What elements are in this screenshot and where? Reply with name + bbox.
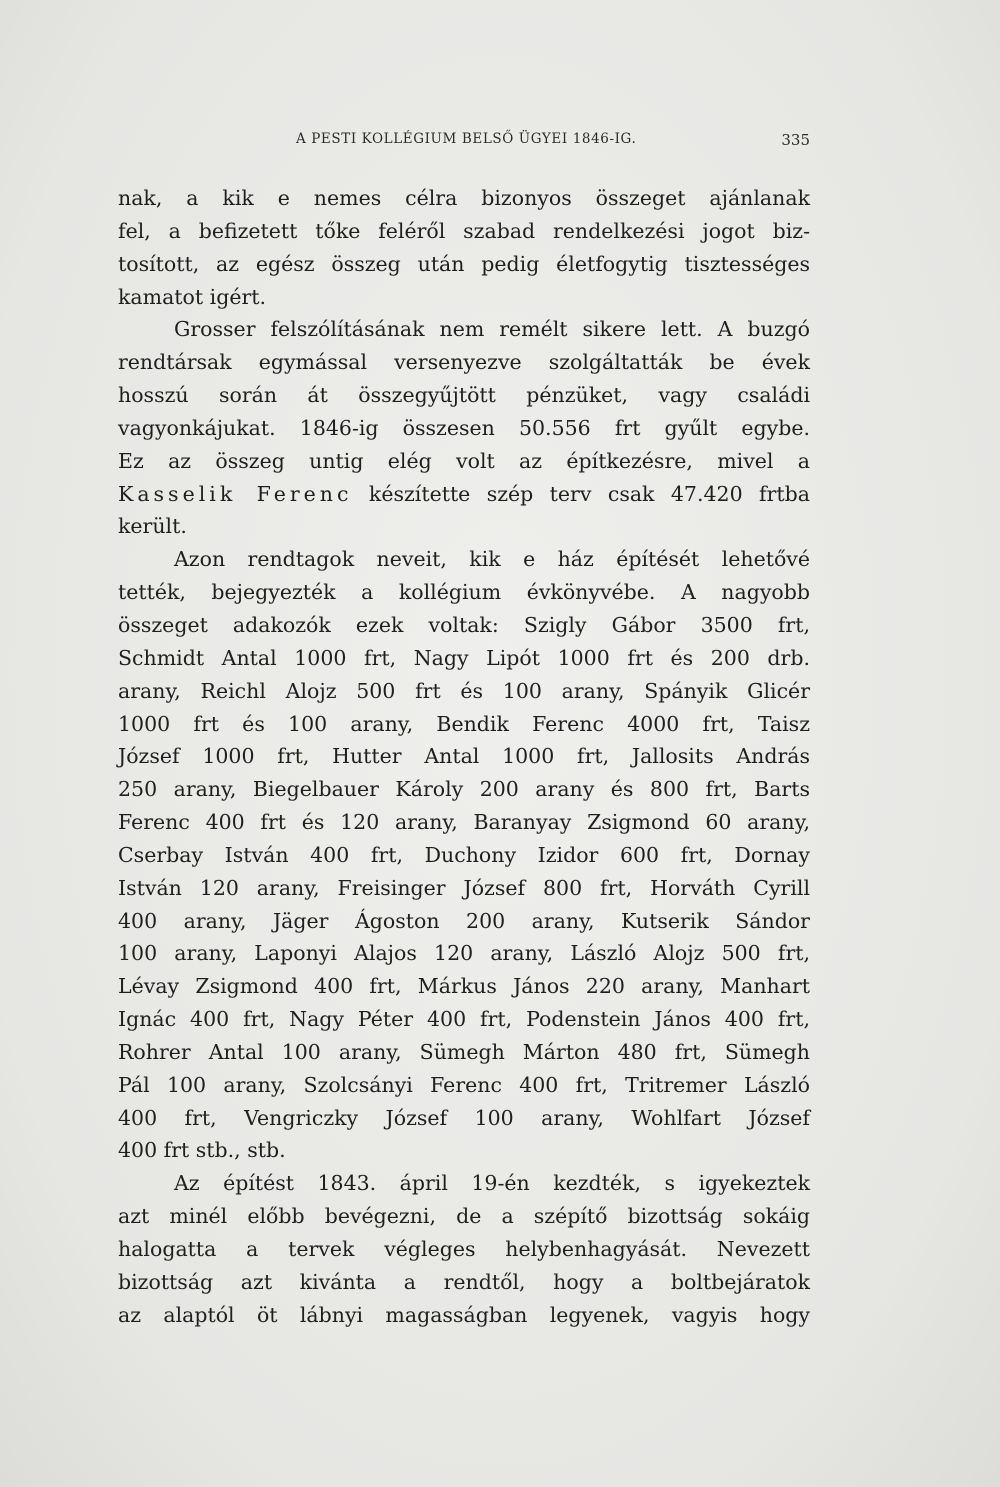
- text-line: fel, a befizetett tőke feléről szabad rendelkezési jogot biz-: [118, 218, 810, 243]
- text-line: Cserbay István 400 frt, Duchony Izidor 600 frt, Dornay: [118, 842, 810, 867]
- text-line: 400 arany, Jäger Ágoston 200 arany, Kutserik Sándor: [118, 908, 810, 933]
- text-line: Ignác 400 frt, Nagy Péter 400 frt, Podenstein János 400 frt,: [118, 1007, 810, 1032]
- text-line: Lévay Zsigmond 400 frt, Márkus János 220 arany, Manhart: [118, 974, 810, 999]
- text-line: az alaptól öt lábnyi magasságban legyenek, vagyis hogy: [118, 1302, 810, 1327]
- text-line: azt minél előbb bevégezni, de a szépítő bizottság sokáig: [118, 1204, 810, 1229]
- text-line: Ez az összeg untig elég volt az építkezésre, mivel a: [118, 448, 810, 473]
- text-line: István 120 arany, Freisinger József 800 frt, Horváth Cyrill: [118, 875, 810, 900]
- text-line: Rohrer Antal 100 arany, Sümegh Márton 480 frt, Sümegh: [118, 1039, 810, 1064]
- text-line: 400 frt, Vengriczky József 100 arany, Wohlfart József: [118, 1105, 810, 1130]
- text-line: tették, bejegyezték a kollégium évkönyvébe. A nagyobb: [118, 580, 810, 605]
- text-line: Schmidt Antal 1000 frt, Nagy Lipót 1000 frt és 200 drb.: [118, 645, 810, 670]
- text-line: bizottság azt kivánta a rendtől, hogy a boltbejáratok: [118, 1269, 810, 1294]
- text-line: Ferenc 400 frt és 120 arany, Baranyay Zsigmond 60 arany,: [118, 810, 810, 835]
- text-line: arany, Reichl Alojz 500 frt és 100 arany, Spányik Glicér: [118, 678, 810, 703]
- text-line: tosított, az egész összeg után pedig életfogytig tisztességes: [118, 251, 810, 276]
- text-line: Grosser felszólításának nem remélt sikere lett. A buzgó: [174, 317, 810, 342]
- text-line: összeget adakozók ezek voltak: Szigly Gábor 3500 frt,: [118, 612, 810, 637]
- running-title: A PESTI KOLLÉGIUM BELSŐ ÜGYEI 1846-IG.: [296, 131, 637, 147]
- text-line: kamatot igért.: [118, 284, 267, 309]
- running-head: [118, 131, 810, 155]
- text-line: [118, 478, 810, 511]
- text-line: Az építést 1843. ápril 19-én kezdték, s igyekeztek: [174, 1171, 810, 1196]
- page-number: 335: [781, 131, 810, 149]
- text-line: Azon rendtagok neveit, kik e ház építését lehetővé: [174, 547, 810, 572]
- text-line: 1000 frt és 100 arany, Bendik Ferenc 4000 frt, Taisz: [118, 711, 810, 736]
- text-line: Pál 100 arany, Szolcsányi Ferenc 400 frt, Tritremer László: [118, 1072, 810, 1097]
- text-line: nak, a kik e nemes célra bizonyos összeget ajánlanak: [118, 186, 810, 210]
- text-line: vagyonkájukat. 1846-ig összesen 50.556 frt gyűlt egybe.: [118, 415, 810, 440]
- text-line: József 1000 frt, Hutter Antal 1000 frt, Jallosits András: [118, 744, 810, 769]
- line-rest: készítette szép terv csak 47.420 frtba: [352, 481, 810, 506]
- text-line: került.: [118, 514, 187, 539]
- spaced-name: Kasselik Ferenc: [118, 481, 353, 506]
- text-line: rendtársak egymással versenyezve szolgáltatták be évek: [118, 350, 810, 375]
- text-line: 250 arany, Biegelbauer Károly 200 arany és 800 frt, Barts: [118, 777, 810, 802]
- text-line: hosszú során át összegyűjtött pénzüket, vagy családi: [118, 383, 810, 408]
- text-line: halogatta a tervek végleges helybenhagyását. Nevezett: [118, 1237, 810, 1261]
- text-line: 400 frt stb., stb.: [118, 1138, 286, 1163]
- text-line: 100 arany, Laponyi Alajos 120 arany, László Alojz 500 frt,: [118, 941, 810, 966]
- body-text: [118, 182, 810, 1332]
